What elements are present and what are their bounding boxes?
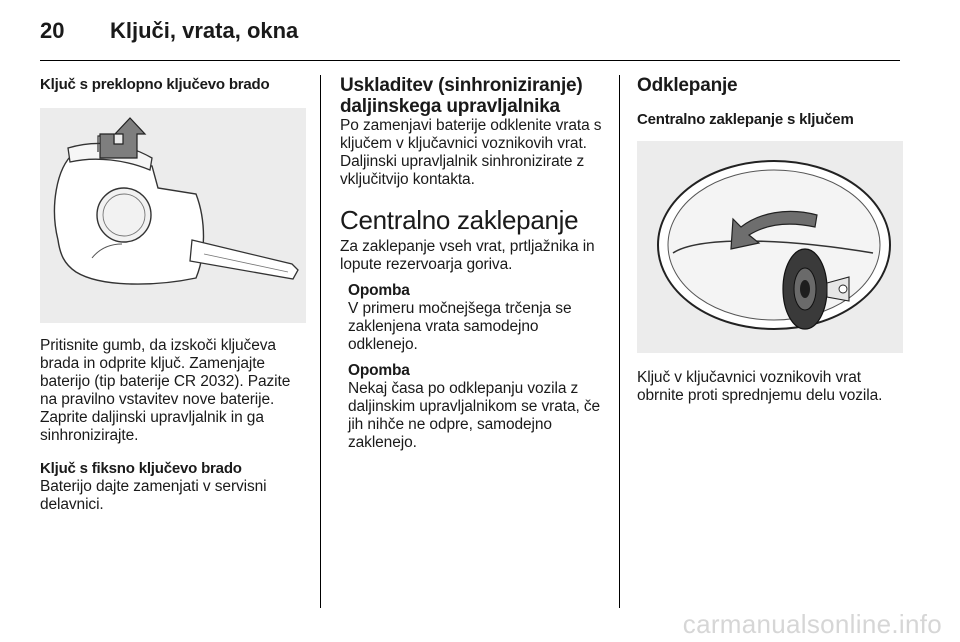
note-text: Nekaj časa po odklepanju vozila z daljinskim upravljalnikom se vrata, če jih nihče ne odpre, samodejno zaklenejo.: [348, 380, 601, 451]
column-2: [340, 75, 604, 452]
watermark: carmanualsonline.info: [682, 609, 942, 639]
column-3: [637, 75, 903, 405]
flip-key-battery-illustration: [40, 108, 306, 323]
paragraph-fixed-key: Baterijo dajte zamenjati v servisni delavnici.: [40, 478, 267, 513]
paragraph-synchronization: Po zamenjavi baterije odklenite vrata s ključem v ključavnici voznikovih vrat. Daljinski upravljalnik sinhronizirate z vključitvijo kontakta.: [340, 117, 602, 188]
section-heading-fixed-key: Ključ s fiksno ključevo brado: [40, 460, 242, 477]
page-number: 20: [40, 18, 65, 43]
section-heading-unlocking: Odklepanje: [637, 75, 738, 96]
column-divider-2: [619, 75, 620, 608]
header-divider: [40, 60, 900, 61]
note-text: V primeru močnejšega trčenja se zaklenjena vrata samodejno odklenejo.: [348, 300, 572, 353]
section-heading-synchronization: Uskladitev (sinhroniziranje) daljinskega upravljalnika: [340, 75, 583, 117]
note-title: Opomba: [348, 362, 410, 379]
paragraph-unlock-instructions: Ključ v ključavnici voznikovih vrat obrnite proti sprednjemu delu vozila.: [637, 369, 883, 404]
section-heading-flip-key: Ključ s preklopno ključevo brado: [40, 76, 270, 93]
section-heading-central-locking-key: Centralno zaklepanje s ključem: [637, 111, 854, 128]
section-heading-central-locking: Centralno zaklepanje: [340, 205, 579, 235]
door-lock-key-illustration: [637, 141, 903, 353]
paragraph-central-locking: Za zaklepanje vseh vrat, prtljažnika in lopute rezervoarja goriva.: [340, 238, 595, 273]
note-collision: [348, 282, 604, 354]
column-1: [40, 75, 306, 514]
column-divider-1: [320, 75, 321, 608]
note-auto-relock: [348, 362, 604, 452]
note-title: Opomba: [348, 282, 410, 299]
paragraph-battery-replacement: Pritisnite gumb, da izskoči ključeva brada in odprite ključ. Zamenjajte baterijo (tip baterije CR 2032). Pazite na pravilno vstavitev nove baterije. Zaprite daljinski upravljalnik in ga sinhronizirajte.: [40, 337, 291, 444]
chapter-title: Ključi, vrata, okna: [110, 18, 299, 43]
